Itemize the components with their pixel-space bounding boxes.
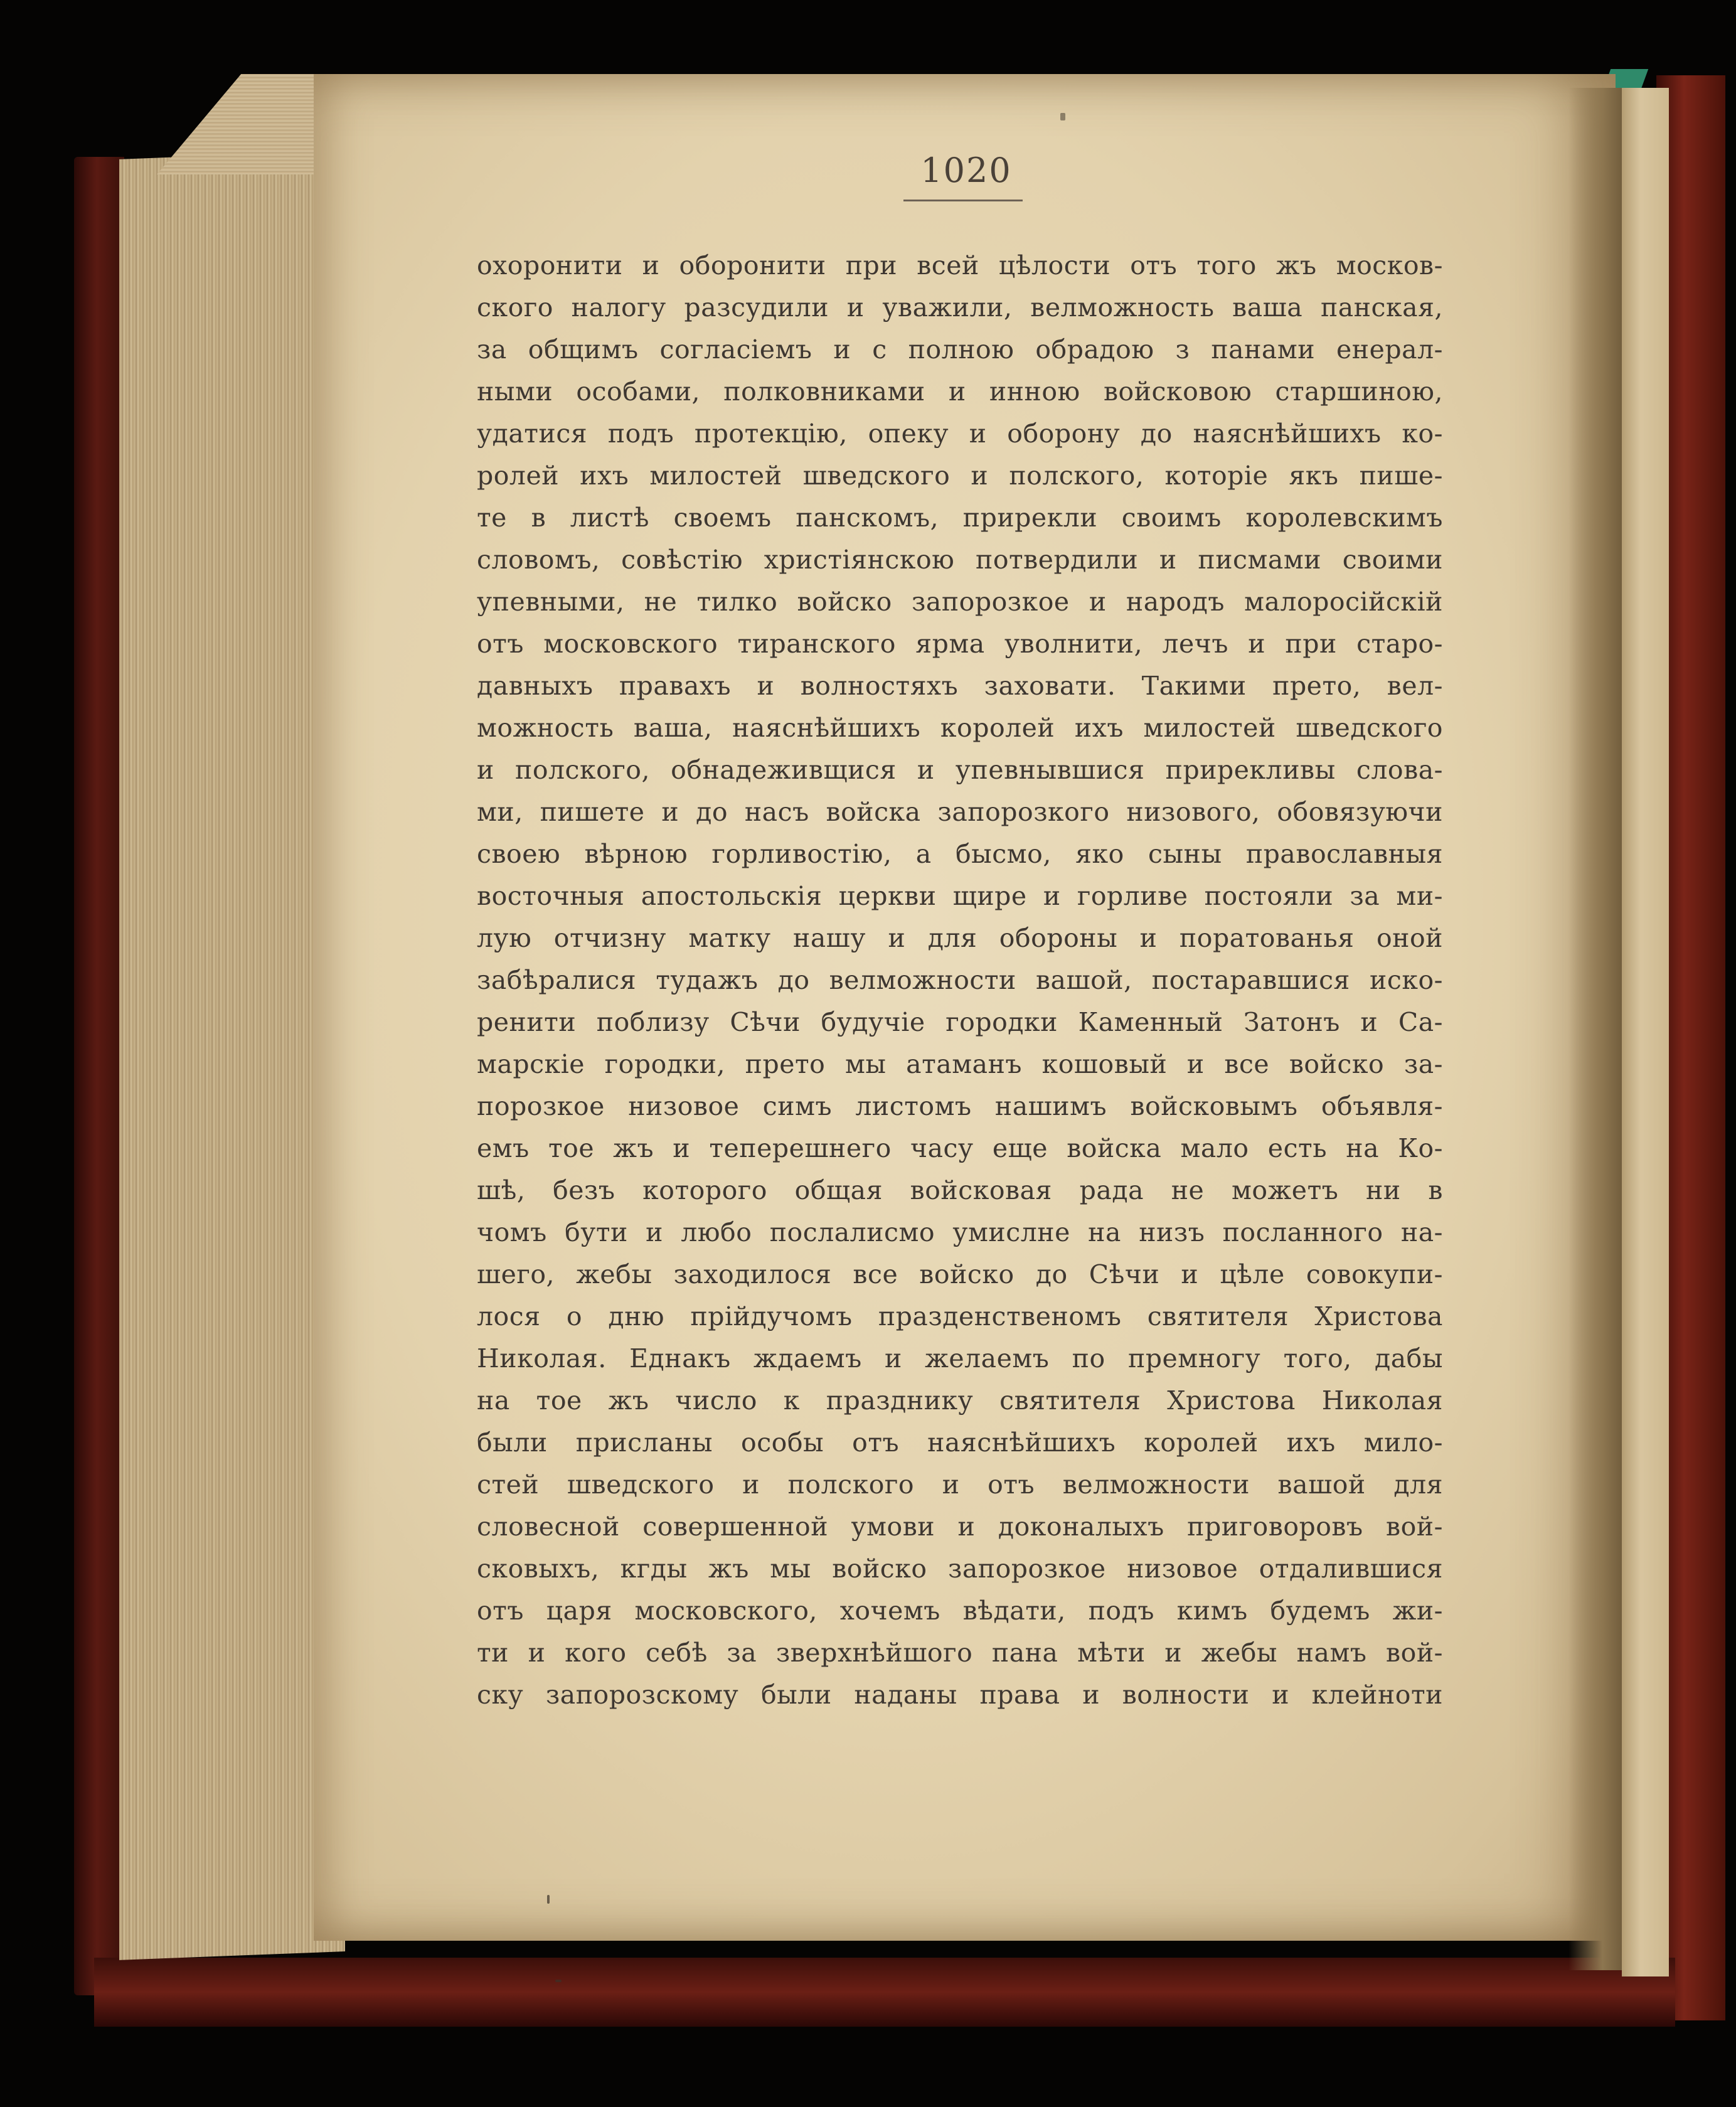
text-line: ми, пишете и до насъ войска запорозкого низового, обовязуючи	[477, 797, 1443, 827]
page-text	[477, 245, 1443, 1716]
text-line: ренити поблизу Сѣчи будучіе городки Каменный Затонъ и Са-	[477, 1007, 1443, 1037]
text-line: за общимъ согласіемъ и с полною обрадою з панами енерал-	[477, 334, 1443, 365]
text-line: лося о дню прійдучомъ празденственомъ святителя Христова	[477, 1301, 1443, 1331]
text-line: шѣ, безъ которого общая войсковая рада не можетъ ни в	[477, 1175, 1443, 1205]
text-line: забѣралися тудажъ до велможности вашой, постаравшися иско-	[477, 965, 1443, 995]
text-line: восточныя апостольскія церкви щире и горливе постояли за ми-	[477, 881, 1443, 911]
text-line: чомъ бути и любо послалисмо умислне на низъ посланного на-	[477, 1217, 1443, 1247]
text-line: ску запорозскому были наданы права и волности и клейноти	[477, 1680, 1443, 1710]
ink-speck	[547, 1895, 550, 1904]
text-line: ского налогу разсудили и уважили, велможность ваша панская,	[477, 292, 1443, 323]
text-line: на тое жъ число к празднику святителя Христова Николая	[477, 1385, 1443, 1416]
page-gutter-shadow	[1568, 88, 1625, 1970]
text-line: удатися подъ протекцію, опеку и оборону до наяснѣйшихъ ко-	[477, 419, 1443, 449]
book-cover-bottom	[94, 1958, 1675, 2027]
text-line: стей шведского и полского и отъ велможности вашой для	[477, 1470, 1443, 1500]
text-line: охоронити и оборонити при всей цѣлости отъ того жъ москов-	[477, 250, 1443, 280]
page-number-rule	[903, 200, 1023, 201]
text-line: отъ царя московского, хочемъ вѣдати, подъ кимъ будемъ жи-	[477, 1596, 1443, 1626]
text-line: упевными, не тилко войско запорозкое и народъ малоросійскій	[477, 587, 1443, 617]
text-line: и полского, обнадеживщися и упевнывшися прирекливы слова-	[477, 755, 1443, 785]
text-line: ти и кого себѣ за зверхнѣйшого пана мѣти и жебы намъ вой-	[477, 1638, 1443, 1668]
page-edges	[119, 151, 345, 1960]
text-line: ными особами, полковниками и инною войсковою старшиною,	[477, 376, 1443, 407]
text-line: словомъ, совѣстію христіянскою потвердили и писмами своими	[477, 545, 1443, 575]
text-line: шего, жебы заходилося все войско до Сѣчи и цѣле совокупи-	[477, 1259, 1443, 1289]
text-line: емъ тое жъ и теперешнего часу еще войска мало есть на Ко-	[477, 1133, 1443, 1163]
text-line: лую отчизну матку нашу и для обороны и поратованья оной	[477, 923, 1443, 953]
text-line: ролей ихъ милостей шведского и полского, которіе якъ пише-	[477, 461, 1443, 491]
ink-speck	[1060, 113, 1065, 120]
facing-page	[1622, 88, 1669, 1976]
text-line: своею вѣрною горливостію, а бысмо, яко сыны православныя	[477, 839, 1443, 869]
text-line: порозкое низовое симъ листомъ нашимъ войсковымъ объявля-	[477, 1091, 1443, 1121]
text-line: можность ваша, наяснѣйшихъ королей ихъ милостей шведского	[477, 713, 1443, 743]
text-line: словесной совершенной умови и доконалыхъ приговоровъ вой-	[477, 1512, 1443, 1542]
text-line: марскіе городки, прето мы атаманъ кошовый и все войско за-	[477, 1049, 1443, 1079]
text-line: давныхъ правахъ и волностяхъ заховати. Такими прето, вел-	[477, 671, 1443, 701]
text-line: были присланы особы отъ наяснѣйшихъ королей ихъ мило-	[477, 1427, 1443, 1458]
page-number: 1020	[920, 151, 1012, 190]
text-line: Николая. Еднакъ ждаемъ и желаемъ по премногу того, дабы	[477, 1343, 1443, 1374]
book-cover-left	[74, 157, 124, 1995]
text-line: сковыхъ, кгды жъ мы войско запорозкое низовое отдалившися	[477, 1554, 1443, 1584]
ink-speck	[555, 1980, 562, 1982]
text-line: отъ московского тиранского ярма уволнити, лечъ и при старо-	[477, 629, 1443, 659]
text-line: те в листѣ своемъ панскомъ, прирекли своимъ королевскимъ	[477, 503, 1443, 533]
